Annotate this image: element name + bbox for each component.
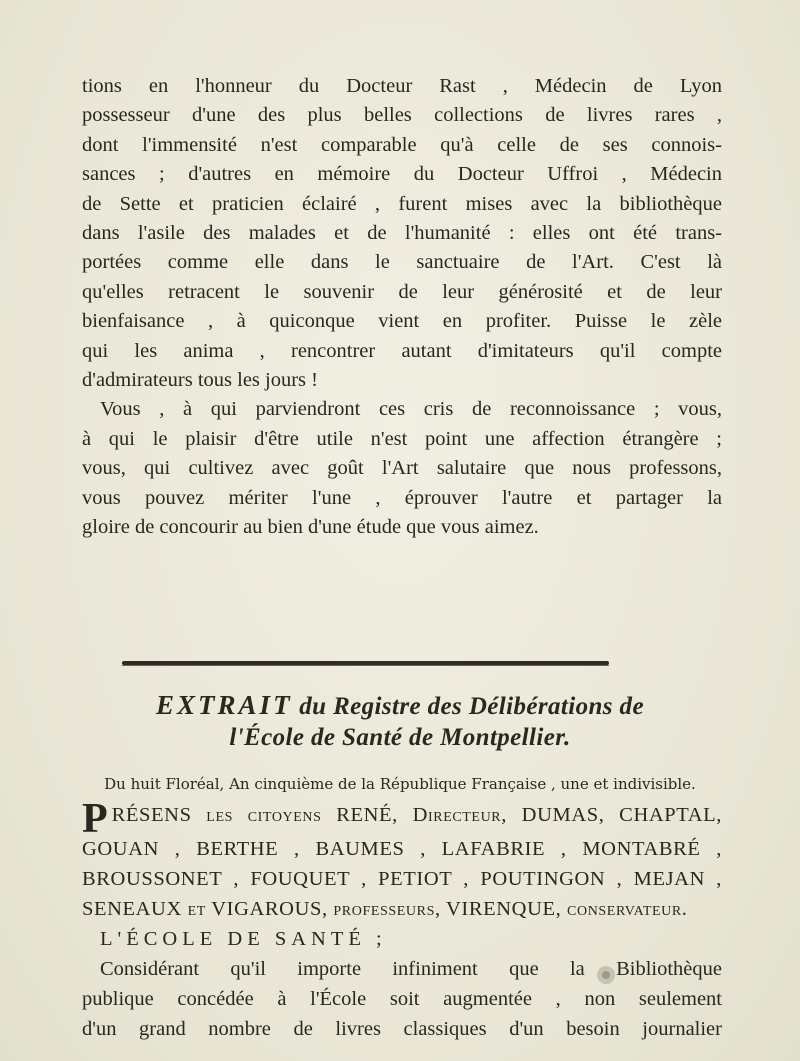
text-line: possesseur d'une des plus belles collections de livres rares ,	[82, 104, 722, 127]
text-line: à qui le plaisir d'être utile n'est point une affection étrangère ;	[82, 427, 722, 450]
text-line: d'admirateurs tous les jours !	[82, 369, 318, 392]
text-line: sances ; d'autres en mémoire du Docteur Uffroi , Médecin	[82, 163, 722, 186]
section-divider	[122, 661, 609, 665]
heading-line-1: du Registre des Délibérations de	[299, 693, 644, 720]
extract-heading	[90, 690, 710, 721]
text-line: RÉSENS les citoyens RENÉ, Directeur, DUMAS, CHAPTAL,	[111, 804, 722, 826]
body-text	[82, 72, 722, 543]
ecole-heading: L'ÉCOLE DE SANTÉ ;	[100, 928, 387, 950]
attendance-paragraph	[82, 796, 722, 1044]
extract-heading-line-2: l'École de Santé de Montpellier.	[229, 724, 571, 751]
text-line: Vous , à qui parviendront ces cris de reconnoissance ; vous,	[100, 398, 722, 421]
text-line: SENEAUX et VIGAROUS, professeurs, VIRENQUE, conservateur.	[82, 898, 688, 920]
ink-stamp-icon	[592, 962, 620, 988]
text-line: Considérant qu'il importe infiniment que la Bibliothèque	[100, 958, 722, 980]
text-line: vous pouvez mériter l'une , éprouver l'autre et partager la	[82, 486, 722, 509]
text-line: dont l'immensité n'est comparable qu'à celle de ses connois-	[82, 133, 722, 156]
text-line: de Sette et praticien éclairé , furent mises avec la bibliothèque	[82, 192, 722, 215]
text-line: BROUSSONET , FOUQUET , PETIOT , POUTINGON , MEJAN ,	[82, 868, 722, 890]
text-line: d'un grand nombre de livres classiques d'un besoin journalier	[82, 1018, 722, 1040]
text-line: portées comme elle dans le sanctuaire de l'Art. C'est là	[82, 251, 722, 274]
text-line: bienfaisance , à quiconque vient en profiter. Puisse le zèle	[82, 310, 722, 333]
text-line: qui les anima , rencontrer autant d'imitateurs qu'il compte	[82, 339, 722, 362]
text-line: GOUAN , BERTHE , BAUMES , LAFABRIE , MONTABRÉ ,	[82, 838, 722, 860]
text-line: qu'elles retracent le souvenir de leur générosité et de leur	[82, 280, 722, 303]
text-line: vous, qui cultivez avec goût l'Art salutaire que nous professons,	[82, 457, 722, 480]
text-line: gloire de concourir au bien d'une étude que vous aimez.	[82, 516, 539, 539]
drop-cap: P	[82, 796, 108, 842]
dateline: Du huit Floréal, An cinquième de la République Française , une et indivisible.	[104, 775, 696, 793]
extrait-word: EXTRAIT	[156, 690, 293, 720]
text-line: publique concédée à l'École soit augmentée , non seulement	[82, 988, 722, 1010]
text-line: tions en l'honneur du Docteur Rast , Médecin de Lyon	[82, 75, 722, 97]
text-line: dans l'asile des malades et de l'humanité : elles ont été trans-	[82, 222, 722, 245]
